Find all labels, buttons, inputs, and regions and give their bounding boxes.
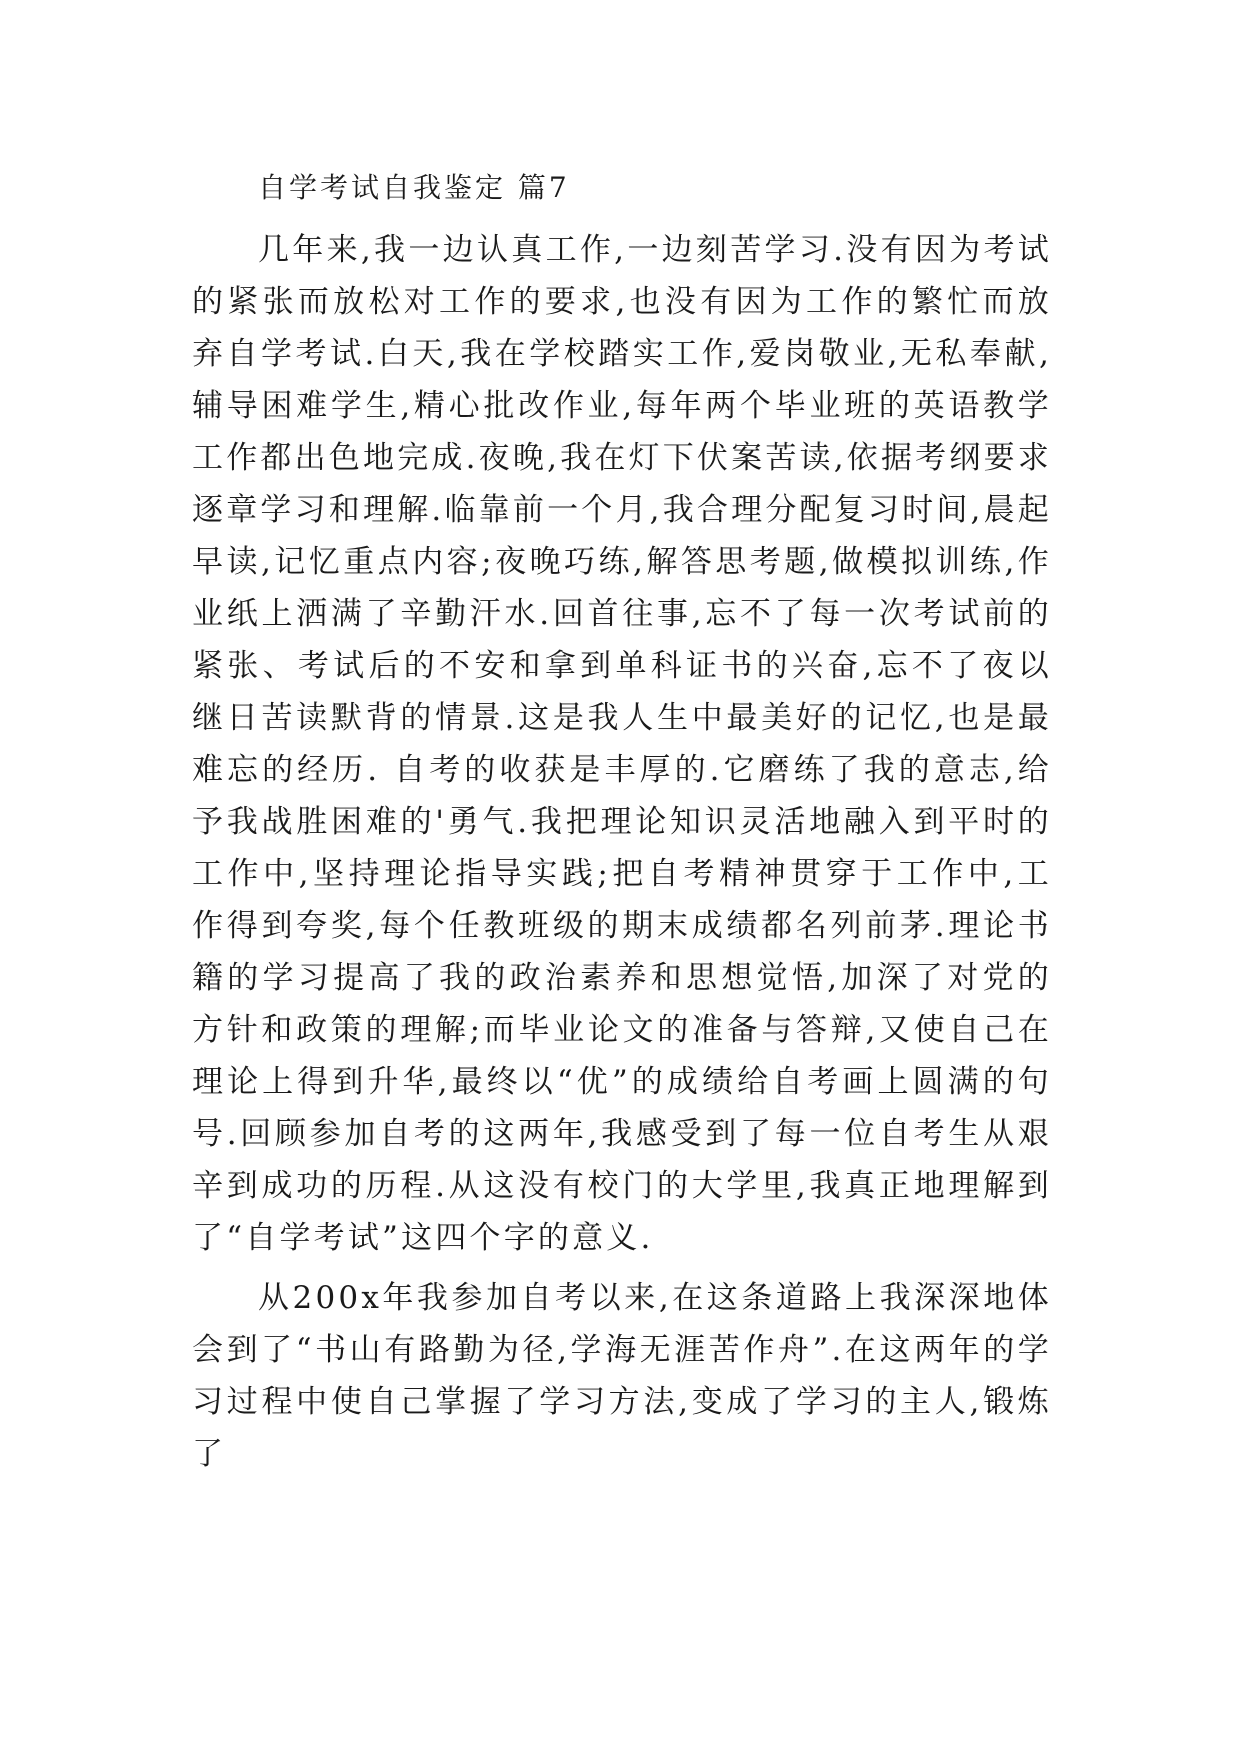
paragraph-1: 几年来,我一边认真工作,一边刻苦学习.没有因为考试的紧张而放松对工作的要求,也没有因为工作的繁忙而放弃自学考试.白天,我在学校踏实工作,爱岗敬业,无私奉献,辅导困难学生,精心批改作业,每年两个毕业班的英语教学工作都出色地完成.夜晚,我在灯下伏案苦读,依据考纲要求逐章学习和理解.临靠前一个月,我合理分配复习时间,晨起早读,记忆重点内容;夜晚巧练,解答思考题,做模拟训练,作业纸上洒满了辛勤汗水.回首往事,忘不了每一次考试前的紧张、考试后的不安和拿到单科证书的兴奋,忘不了夜以继日苦读默背的情景.这是我人生中最美好的记忆,也是最难忘的经历. 自考的收获是丰厚的.它磨练了我的意志,给予我战胜困难的'勇气.我把理论知识灵活地融入到平时的工作中,坚持理论指导实践;把自考精神贯穿于工作中,工作得到夸奖,每个任教班级的期末成绩都名列前茅.理论书籍的学习提高了我的政治素养和思想觉悟,加深了对党的方针和政策的理解;而毕业论文的准备与答辩,又使自己在理论上得到升华,最终以“优”的成绩给自考画上圆满的句号.回顾参加自考的这两年,我感受到了每一位自考生从艰辛到成功的历程.从这没有校门的大学里,我真正地理解到了“自学考试”这四个字的意义. (192, 232, 1052, 1256)
document-body (192, 168, 1052, 1488)
paragraph-2: 从200x年我参加自考以来,在这条道路上我深深地体会到了“书山有路勤为径,学海无涯苦作舟”.在这两年的学习过程中使自己掌握了学习方法,变成了学习的主人,锻炼了 (192, 1280, 1052, 1472)
document-title: 自学考试自我鉴定 篇7 (258, 171, 570, 204)
